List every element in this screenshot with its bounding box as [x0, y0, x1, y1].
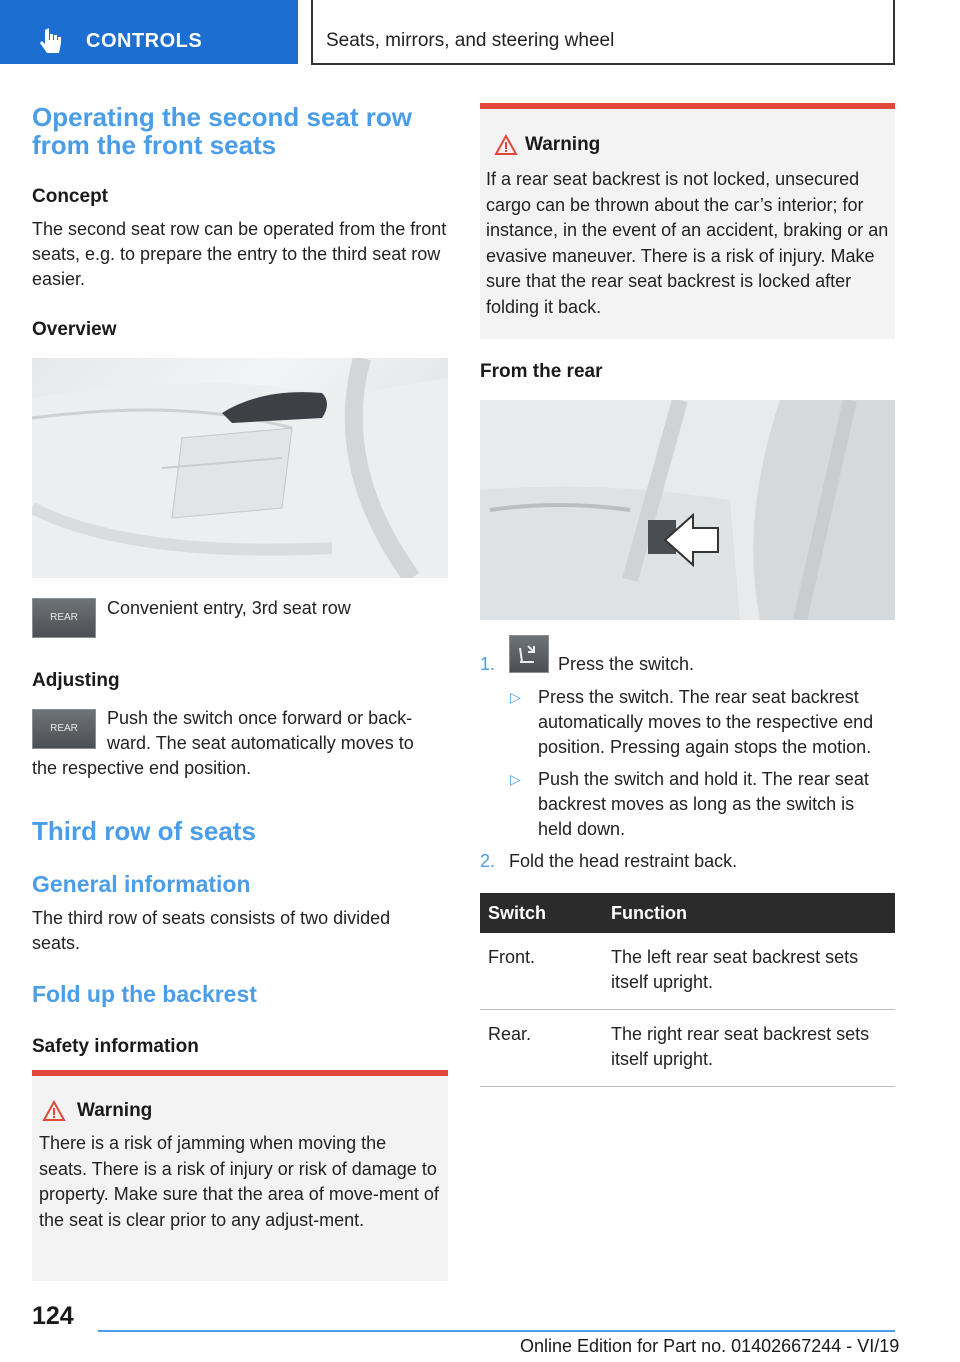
table-cell: The right rear seat backrest sets itself upright.: [603, 1010, 895, 1087]
table-header-row: [480, 893, 895, 933]
from-rear-label: From the rear: [480, 361, 603, 382]
warning-title: Warning: [77, 1100, 153, 1121]
rear-switch-icon: REAR: [32, 709, 96, 749]
table-header-cell: Switch: [480, 893, 603, 933]
substep-text: Press the switch. The rear seat backrest automatically moves to the respective end position. Pressing again stops the motion.: [538, 687, 874, 757]
hand-pointer-icon: [38, 28, 64, 56]
section-label: CONTROLS: [86, 30, 203, 52]
warning-triangle-icon: [494, 134, 518, 156]
header-underline: [311, 63, 895, 65]
adjusting-text: ward. The seat automatically moves to: [107, 733, 414, 753]
general-info-heading: General information: [32, 871, 251, 897]
section-tab[interactable]: [0, 0, 298, 64]
seat-backrest-icon: [510, 636, 548, 672]
switch-table: [480, 893, 895, 1087]
warning-box: [480, 103, 895, 339]
step-number: 2.: [480, 851, 496, 871]
table-cell: Front.: [480, 933, 603, 1010]
bullet-triangle-icon: ▷: [510, 689, 521, 705]
overview-label: Overview: [32, 319, 117, 340]
warning-text: If a rear seat backrest is not locked, unsecured cargo can be thrown about the car’s interior; for instance, in the event of an accident, braking or an evasive maneuver. There is a risk of injury. Make sure that the rear seat backrest is locked after folding it back.: [486, 169, 889, 317]
fold-heading: Fold up the backrest: [32, 981, 257, 1007]
warning-box: [32, 1070, 448, 1281]
step-text: Press the switch.: [558, 654, 695, 674]
bullet-triangle-icon: ▷: [510, 771, 521, 787]
substep-text: Push the switch and hold it. The rear seat backrest moves as long as the switch is held down.: [538, 769, 869, 839]
table-header-cell: Function: [603, 893, 895, 933]
warning-text: There is a risk of jamming when moving the seats. There is a risk of injury or risk of damage to property. Make sure that the area of move-ment of the seat is clear prior to any adjust-ment.: [39, 1133, 439, 1230]
footer-rule: [98, 1330, 895, 1332]
step-text: Fold the head restraint back.: [509, 851, 738, 871]
general-info-text: The third row of seats consists of two divided seats.: [32, 908, 391, 953]
concept-text: The second seat row can be operated from the front seats, e.g. to prepare the entry to the third seat row easier.: [32, 219, 447, 289]
door-panel-illustration: [32, 358, 448, 578]
door-panel-photo: [32, 358, 448, 578]
header-divider: [893, 0, 895, 64]
table-cell: Rear.: [480, 1010, 603, 1087]
concept-label: Concept: [32, 186, 108, 207]
step-number: 1.: [480, 654, 496, 674]
table-row: [480, 933, 895, 1010]
adjusting-text: Push the switch once forward or back-: [107, 708, 413, 728]
page-number: 124: [32, 1302, 74, 1330]
page-title: Seats, mirrors, and steering wheel: [326, 30, 615, 51]
icon-caption: Convenient entry, 3rd seat row: [107, 598, 351, 618]
rear-seat-photo: [480, 400, 895, 620]
table-cell: The left rear seat backrest sets itself upright.: [603, 933, 895, 1010]
edition-text: Online Edition for Part no. 01402667244 - VI/19: [520, 1336, 900, 1356]
warning-triangle-icon: [42, 1100, 66, 1122]
third-row-heading: Third row of seats: [32, 816, 256, 846]
rear-switch-icon: REAR: [32, 598, 96, 638]
section-heading: Operating the second seat row from the front seats: [32, 102, 412, 160]
adjusting-text: the respective end position.: [32, 758, 252, 778]
warning-title: Warning: [525, 134, 601, 155]
header-divider: [311, 0, 313, 64]
backrest-switch-icon: [509, 635, 549, 673]
safety-label: Safety information: [32, 1036, 199, 1057]
adjusting-label: Adjusting: [32, 670, 120, 691]
table-row: [480, 1010, 895, 1087]
rear-seat-illustration: [480, 400, 895, 620]
